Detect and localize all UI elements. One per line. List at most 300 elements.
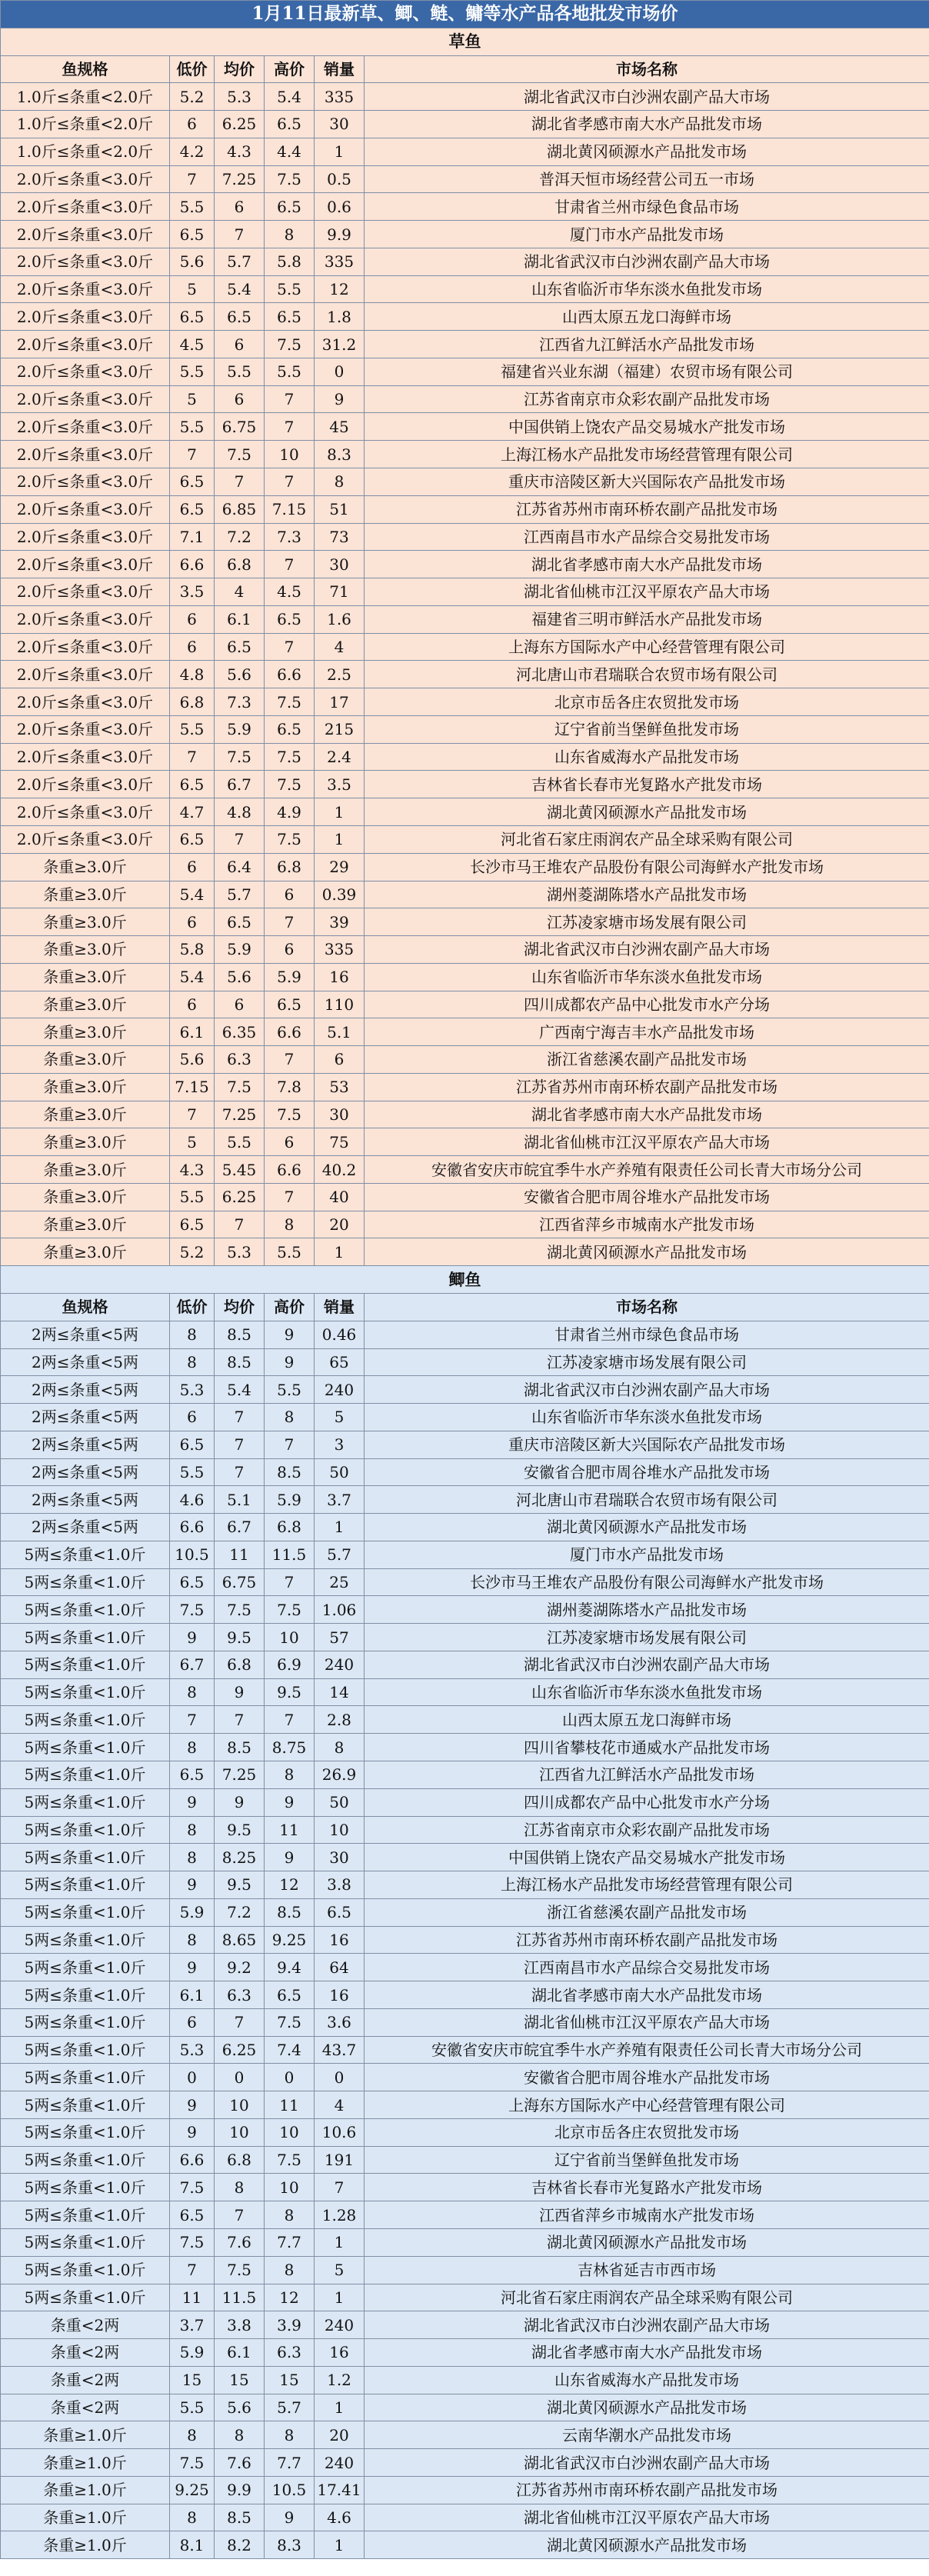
- low-price-cell: 5.4: [170, 881, 215, 908]
- market-cell: 甘肃省兰州市绿色食品市场: [365, 193, 929, 221]
- low-price-cell: 5.8: [170, 936, 215, 964]
- volume-cell: 14: [315, 1678, 365, 1706]
- table-row: [1, 83, 929, 111]
- table-row: [1, 1458, 929, 1486]
- avg-price-cell: 5.6: [215, 2394, 265, 2421]
- low-price-cell: 6: [170, 991, 215, 1018]
- spec-cell: 5两≤条重<1.0斤: [1, 2091, 170, 2119]
- spec-cell: 条重<2两: [1, 2311, 170, 2339]
- avg-price-cell: 7.5: [215, 1596, 265, 1624]
- low-price-cell: 7.1: [170, 523, 215, 551]
- spec-cell: 2.0斤≤条重<3.0斤: [1, 303, 170, 331]
- spec-cell: 5两≤条重<1.0斤: [1, 1624, 170, 1651]
- spec-cell: 5两≤条重<1.0斤: [1, 1871, 170, 1899]
- table-row: [1, 825, 929, 853]
- column-header: 低价: [170, 55, 215, 83]
- market-cell: 湖北黄冈硕源水产品批发市场: [365, 2229, 929, 2257]
- market-cell: 江西省萍乡市城南水产批发市场: [365, 1211, 929, 1238]
- volume-cell: 5.1: [315, 1018, 365, 1046]
- high-price-cell: 7.5: [265, 743, 315, 771]
- table-row: [1, 2476, 929, 2504]
- market-cell: 辽宁省前当堡鲜鱼批发市场: [365, 2146, 929, 2174]
- avg-price-cell: 7: [215, 221, 265, 248]
- avg-price-cell: 8.5: [215, 1348, 265, 1376]
- spec-cell: 5两≤条重<1.0斤: [1, 1816, 170, 1844]
- table-row: [1, 881, 929, 908]
- table-row: [1, 523, 929, 551]
- high-price-cell: 11.5: [265, 1541, 315, 1568]
- low-price-cell: 8: [170, 2421, 215, 2449]
- avg-price-cell: 9.2: [215, 1954, 265, 1981]
- avg-price-cell: 9.5: [215, 1816, 265, 1844]
- avg-price-cell: 5.4: [215, 275, 265, 303]
- table-row: [1, 413, 929, 441]
- low-price-cell: 7: [170, 165, 215, 193]
- low-price-cell: 6: [170, 2008, 215, 2036]
- low-price-cell: 5.9: [170, 1898, 215, 1926]
- column-header: 鱼规格: [1, 55, 170, 83]
- low-price-cell: 7: [170, 1101, 215, 1128]
- low-price-cell: 9: [170, 2118, 215, 2146]
- high-price-cell: 12: [265, 1871, 315, 1899]
- low-price-cell: 6.5: [170, 1431, 215, 1458]
- market-cell: 江西省萍乡市城南水产批发市场: [365, 2201, 929, 2229]
- spec-cell: 5两≤条重<1.0斤: [1, 1568, 170, 1596]
- spec-cell: 5两≤条重<1.0斤: [1, 2036, 170, 2064]
- spec-cell: 2.0斤≤条重<3.0斤: [1, 221, 170, 248]
- section-title: 鲫鱼: [1, 1266, 929, 1294]
- high-price-cell: 7.5: [265, 331, 315, 358]
- market-cell: 江苏省南京市众彩农副产品批发市场: [365, 1816, 929, 1844]
- volume-cell: 1: [315, 138, 365, 165]
- avg-price-cell: 5.5: [215, 358, 265, 385]
- high-price-cell: 5.7: [265, 2394, 315, 2421]
- volume-cell: 50: [315, 1458, 365, 1486]
- table-row: [1, 936, 929, 964]
- table-row: [1, 1816, 929, 1844]
- spec-cell: 2两≤条重<5两: [1, 1431, 170, 1458]
- avg-price-cell: 5.7: [215, 248, 265, 275]
- market-cell: 辽宁省前当堡鲜鱼批发市场: [365, 715, 929, 743]
- spec-cell: 条重≥3.0斤: [1, 853, 170, 881]
- section-row: [1, 28, 929, 55]
- table-row: [1, 468, 929, 496]
- volume-cell: 110: [315, 991, 365, 1018]
- avg-price-cell: 7: [215, 1404, 265, 1431]
- avg-price-cell: 10: [215, 2118, 265, 2146]
- table-row: [1, 2394, 929, 2421]
- column-header-row: [1, 1293, 929, 1321]
- spec-cell: 2.0斤≤条重<3.0斤: [1, 633, 170, 661]
- low-price-cell: 8: [170, 1678, 215, 1706]
- low-price-cell: 8.1: [170, 2531, 215, 2559]
- high-price-cell: 7.5: [265, 2146, 315, 2174]
- low-price-cell: 9.25: [170, 2476, 215, 2504]
- high-price-cell: 5.5: [265, 1238, 315, 1266]
- volume-cell: 71: [315, 578, 365, 606]
- table-row: [1, 1404, 929, 1431]
- market-cell: 安徽省安庆市皖宜季牛水产养殖有限责任公司长青大市场分公司: [365, 1156, 929, 1184]
- low-price-cell: 5.3: [170, 2036, 215, 2064]
- avg-price-cell: 8: [215, 2174, 265, 2201]
- avg-price-cell: 8.2: [215, 2531, 265, 2559]
- table-row: [1, 2036, 929, 2064]
- spec-cell: 条重≥3.0斤: [1, 908, 170, 936]
- table-row: [1, 798, 929, 826]
- table-row: [1, 1651, 929, 1678]
- spec-cell: 2.0斤≤条重<3.0斤: [1, 825, 170, 853]
- avg-price-cell: 6.1: [215, 2339, 265, 2367]
- high-price-cell: 7: [265, 1431, 315, 1458]
- high-price-cell: 6: [265, 936, 315, 964]
- high-price-cell: 6.8: [265, 853, 315, 881]
- volume-cell: 4: [315, 2091, 365, 2119]
- market-cell: 厦门市水产品批发市场: [365, 1541, 929, 1568]
- volume-cell: 0: [315, 2064, 365, 2091]
- spec-cell: 2两≤条重<5两: [1, 1486, 170, 1514]
- volume-cell: 6.5: [315, 1898, 365, 1926]
- spec-cell: 条重≥3.0斤: [1, 1183, 170, 1211]
- table-row: [1, 605, 929, 633]
- market-cell: 湖北省孝感市南大水产品批发市场: [365, 1981, 929, 2009]
- high-price-cell: 7: [265, 413, 315, 441]
- volume-cell: 4: [315, 633, 365, 661]
- table-row: [1, 2091, 929, 2119]
- avg-price-cell: 7.25: [215, 1101, 265, 1128]
- high-price-cell: 11: [265, 2091, 315, 2119]
- low-price-cell: 5.6: [170, 248, 215, 275]
- section-row: [1, 1266, 929, 1294]
- high-price-cell: 8: [265, 1211, 315, 1238]
- avg-price-cell: 4.3: [215, 138, 265, 165]
- spec-cell: 2.0斤≤条重<3.0斤: [1, 551, 170, 578]
- volume-cell: 50: [315, 1788, 365, 1816]
- low-price-cell: 8: [170, 1734, 215, 1761]
- table-row: [1, 2174, 929, 2201]
- market-cell: 重庆市涪陵区新大兴国际农产品批发市场: [365, 468, 929, 496]
- avg-price-cell: 7.2: [215, 1898, 265, 1926]
- low-price-cell: 0: [170, 2064, 215, 2091]
- low-price-cell: 6.5: [170, 825, 215, 853]
- avg-price-cell: 6.25: [215, 111, 265, 138]
- low-price-cell: 4.2: [170, 138, 215, 165]
- volume-cell: 2.8: [315, 1706, 365, 1734]
- low-price-cell: 11: [170, 2284, 215, 2311]
- spec-cell: 2.0斤≤条重<3.0斤: [1, 165, 170, 193]
- high-price-cell: 12: [265, 2284, 315, 2311]
- volume-cell: 40: [315, 1183, 365, 1211]
- high-price-cell: 7: [265, 1046, 315, 1074]
- spec-cell: 2.0斤≤条重<3.0斤: [1, 661, 170, 688]
- avg-price-cell: 6.5: [215, 303, 265, 331]
- avg-price-cell: 6.25: [215, 1183, 265, 1211]
- volume-cell: 1.06: [315, 1596, 365, 1624]
- low-price-cell: 6.6: [170, 1514, 215, 1541]
- low-price-cell: 6.1: [170, 1018, 215, 1046]
- low-price-cell: 5: [170, 1128, 215, 1156]
- volume-cell: 10: [315, 1816, 365, 1844]
- table-row: [1, 1486, 929, 1514]
- avg-price-cell: 6.75: [215, 1568, 265, 1596]
- column-header: 高价: [265, 55, 315, 83]
- market-cell: 云南华潮水产品批发市场: [365, 2421, 929, 2449]
- spec-cell: 5两≤条重<1.0斤: [1, 1651, 170, 1678]
- low-price-cell: 9: [170, 2091, 215, 2119]
- high-price-cell: 6.5: [265, 111, 315, 138]
- column-header: 鱼规格: [1, 1293, 170, 1321]
- avg-price-cell: 5.7: [215, 881, 265, 908]
- volume-cell: 26.9: [315, 1761, 365, 1789]
- table-row: [1, 1514, 929, 1541]
- high-price-cell: 7: [265, 468, 315, 496]
- spec-cell: 2两≤条重<5两: [1, 1348, 170, 1376]
- spec-cell: 2.0斤≤条重<3.0斤: [1, 193, 170, 221]
- high-price-cell: 7: [265, 1183, 315, 1211]
- avg-price-cell: 6.85: [215, 495, 265, 523]
- volume-cell: 30: [315, 111, 365, 138]
- spec-cell: 5两≤条重<1.0斤: [1, 1926, 170, 1954]
- low-price-cell: 5.5: [170, 413, 215, 441]
- low-price-cell: 6.5: [170, 303, 215, 331]
- high-price-cell: 8.5: [265, 1458, 315, 1486]
- low-price-cell: 6.5: [170, 468, 215, 496]
- volume-cell: 9.9: [315, 221, 365, 248]
- market-cell: 广西南宁海吉丰水产品批发市场: [365, 1018, 929, 1046]
- low-price-cell: 6.5: [170, 1568, 215, 1596]
- high-price-cell: 7.5: [265, 2008, 315, 2036]
- market-cell: 江苏省苏州市南环桥农副产品批发市场: [365, 495, 929, 523]
- avg-price-cell: 9.5: [215, 1871, 265, 1899]
- spec-cell: 2.0斤≤条重<3.0斤: [1, 523, 170, 551]
- spec-cell: 条重≥1.0斤: [1, 2531, 170, 2559]
- spec-cell: 条重≥3.0斤: [1, 1073, 170, 1101]
- column-header: 销量: [315, 55, 365, 83]
- high-price-cell: 7.5: [265, 1101, 315, 1128]
- low-price-cell: 5.5: [170, 358, 215, 385]
- market-cell: 上海东方国际水产中心经营管理有限公司: [365, 2091, 929, 2119]
- table-row: [1, 111, 929, 138]
- volume-cell: 9: [315, 385, 365, 413]
- table-row: [1, 2311, 929, 2339]
- low-price-cell: 7.5: [170, 2449, 215, 2477]
- table-row: [1, 1376, 929, 1404]
- volume-cell: 0.5: [315, 165, 365, 193]
- low-price-cell: 6.1: [170, 1981, 215, 2009]
- volume-cell: 5.7: [315, 1541, 365, 1568]
- spec-cell: 2.0斤≤条重<3.0斤: [1, 771, 170, 798]
- high-price-cell: 8.75: [265, 1734, 315, 1761]
- volume-cell: 191: [315, 2146, 365, 2174]
- table-row: [1, 2229, 929, 2257]
- table-row: [1, 2449, 929, 2477]
- high-price-cell: 6.5: [265, 991, 315, 1018]
- high-price-cell: 10: [265, 2118, 315, 2146]
- table-row: [1, 1431, 929, 1458]
- column-header: 高价: [265, 1293, 315, 1321]
- low-price-cell: 6.5: [170, 2201, 215, 2229]
- spec-cell: 条重<2两: [1, 2339, 170, 2367]
- market-cell: 山东省临沂市华东淡水鱼批发市场: [365, 275, 929, 303]
- high-price-cell: 6.5: [265, 303, 315, 331]
- spec-cell: 条重≥3.0斤: [1, 1018, 170, 1046]
- high-price-cell: 7: [265, 908, 315, 936]
- spec-cell: 2.0斤≤条重<3.0斤: [1, 468, 170, 496]
- spec-cell: 2.0斤≤条重<3.0斤: [1, 578, 170, 606]
- spec-cell: 5两≤条重<1.0斤: [1, 2201, 170, 2229]
- high-price-cell: 8: [265, 1761, 315, 1789]
- spec-cell: 5两≤条重<1.0斤: [1, 1541, 170, 1568]
- avg-price-cell: 8.5: [215, 1734, 265, 1761]
- low-price-cell: 6: [170, 1404, 215, 1431]
- table-row: [1, 1954, 929, 1981]
- market-cell: 湖北省仙桃市江汉平原农产品大市场: [365, 2008, 929, 2036]
- table-row: [1, 661, 929, 688]
- market-cell: 山东省威海水产品批发市场: [365, 2366, 929, 2394]
- market-cell: 江苏省苏州市南环桥农副产品批发市场: [365, 1926, 929, 1954]
- low-price-cell: 7.5: [170, 1596, 215, 1624]
- high-price-cell: 7.7: [265, 2229, 315, 2257]
- volume-cell: 335: [315, 936, 365, 964]
- avg-price-cell: 5.45: [215, 1156, 265, 1184]
- table-row: [1, 221, 929, 248]
- volume-cell: 240: [315, 1651, 365, 1678]
- volume-cell: 8.3: [315, 441, 365, 468]
- table-row: [1, 1898, 929, 1926]
- volume-cell: 16: [315, 1926, 365, 1954]
- avg-price-cell: 5.6: [215, 661, 265, 688]
- spec-cell: 5两≤条重<1.0斤: [1, 1981, 170, 2009]
- avg-price-cell: 6: [215, 193, 265, 221]
- volume-cell: 45: [315, 413, 365, 441]
- market-cell: 江苏凌家塘市场发展有限公司: [365, 1624, 929, 1651]
- spec-cell: 5两≤条重<1.0斤: [1, 1761, 170, 1789]
- table-row: [1, 2118, 929, 2146]
- volume-cell: 17: [315, 688, 365, 716]
- low-price-cell: 5.5: [170, 2394, 215, 2421]
- table-row: [1, 1788, 929, 1816]
- column-header-row: [1, 55, 929, 83]
- table-row: [1, 1101, 929, 1128]
- high-price-cell: 7.8: [265, 1073, 315, 1101]
- table-row: [1, 743, 929, 771]
- volume-cell: 7: [315, 2174, 365, 2201]
- high-price-cell: 6.6: [265, 1018, 315, 1046]
- table-row: [1, 2256, 929, 2284]
- market-cell: 湖北黄冈硕源水产品批发市场: [365, 2394, 929, 2421]
- high-price-cell: 5.8: [265, 248, 315, 275]
- market-cell: 上海江杨水产品批发市场经营管理有限公司: [365, 1871, 929, 1899]
- table-row: [1, 1128, 929, 1156]
- volume-cell: 73: [315, 523, 365, 551]
- table-row: [1, 1568, 929, 1596]
- table-row: [1, 2504, 929, 2531]
- market-cell: 湖北黄冈硕源水产品批发市场: [365, 138, 929, 165]
- table-row: [1, 385, 929, 413]
- avg-price-cell: 6.7: [215, 1514, 265, 1541]
- high-price-cell: 10: [265, 441, 315, 468]
- spec-cell: 5两≤条重<1.0斤: [1, 2146, 170, 2174]
- table-row: [1, 138, 929, 165]
- table-row: [1, 633, 929, 661]
- low-price-cell: 5.5: [170, 1458, 215, 1486]
- table-row: [1, 2339, 929, 2367]
- high-price-cell: 9.5: [265, 1678, 315, 1706]
- market-cell: 湖北省武汉市白沙洲农副产品大市场: [365, 936, 929, 964]
- high-price-cell: 6.5: [265, 715, 315, 743]
- volume-cell: 75: [315, 1128, 365, 1156]
- high-price-cell: 4.4: [265, 138, 315, 165]
- market-cell: 湖北省孝感市南大水产品批发市场: [365, 1101, 929, 1128]
- volume-cell: 1.8: [315, 303, 365, 331]
- market-cell: 湖州菱湖陈塔水产品批发市场: [365, 1596, 929, 1624]
- table-row: [1, 1596, 929, 1624]
- avg-price-cell: 6.5: [215, 908, 265, 936]
- volume-cell: 3.8: [315, 1871, 365, 1899]
- market-cell: 湖北省仙桃市江汉平原农产品大市场: [365, 578, 929, 606]
- table-row: [1, 1348, 929, 1376]
- market-cell: 江苏省南京市众彩农副产品批发市场: [365, 385, 929, 413]
- table-row: [1, 275, 929, 303]
- avg-price-cell: 4.8: [215, 798, 265, 826]
- avg-price-cell: 7.6: [215, 2449, 265, 2477]
- spec-cell: 5两≤条重<1.0斤: [1, 2229, 170, 2257]
- high-price-cell: 5.9: [265, 1486, 315, 1514]
- column-header: 市场名称: [365, 1293, 929, 1321]
- volume-cell: 4.6: [315, 2504, 365, 2531]
- avg-price-cell: 7.5: [215, 1073, 265, 1101]
- low-price-cell: 9: [170, 1788, 215, 1816]
- high-price-cell: 6.5: [265, 1981, 315, 2009]
- avg-price-cell: 7.3: [215, 688, 265, 716]
- low-price-cell: 8: [170, 1348, 215, 1376]
- market-cell: 上海东方国际水产中心经营管理有限公司: [365, 633, 929, 661]
- spec-cell: 2.0斤≤条重<3.0斤: [1, 385, 170, 413]
- spec-cell: 条重<2两: [1, 2394, 170, 2421]
- table-row: [1, 2064, 929, 2091]
- table-row: [1, 358, 929, 385]
- avg-price-cell: 7.2: [215, 523, 265, 551]
- volume-cell: 3: [315, 1431, 365, 1458]
- market-cell: 湖州菱湖陈塔水产品批发市场: [365, 881, 929, 908]
- high-price-cell: 7.5: [265, 825, 315, 853]
- volume-cell: 12: [315, 275, 365, 303]
- volume-cell: 1: [315, 2531, 365, 2559]
- market-cell: 湖北黄冈硕源水产品批发市场: [365, 1514, 929, 1541]
- low-price-cell: 6.6: [170, 2146, 215, 2174]
- market-cell: 湖北省孝感市南大水产品批发市场: [365, 551, 929, 578]
- volume-cell: 335: [315, 248, 365, 275]
- column-header: 均价: [215, 1293, 265, 1321]
- market-cell: 河北省石家庄雨润农产品全球采购有限公司: [365, 825, 929, 853]
- table-row: [1, 1761, 929, 1789]
- avg-price-cell: 4: [215, 578, 265, 606]
- table-row: [1, 248, 929, 275]
- low-price-cell: 7: [170, 2256, 215, 2284]
- table-row: [1, 1844, 929, 1871]
- high-price-cell: 7: [265, 385, 315, 413]
- table-row: [1, 303, 929, 331]
- low-price-cell: 5.5: [170, 193, 215, 221]
- spec-cell: 2两≤条重<5两: [1, 1321, 170, 1348]
- avg-price-cell: 6.35: [215, 1018, 265, 1046]
- spec-cell: 2两≤条重<5两: [1, 1458, 170, 1486]
- volume-cell: 2.5: [315, 661, 365, 688]
- volume-cell: 1: [315, 1238, 365, 1266]
- section-title: 草鱼: [1, 28, 929, 55]
- market-cell: 山西太原五龙口海鲜市场: [365, 303, 929, 331]
- volume-cell: 240: [315, 2449, 365, 2477]
- market-cell: 安徽省合肥市周谷堆水产品批发市场: [365, 1458, 929, 1486]
